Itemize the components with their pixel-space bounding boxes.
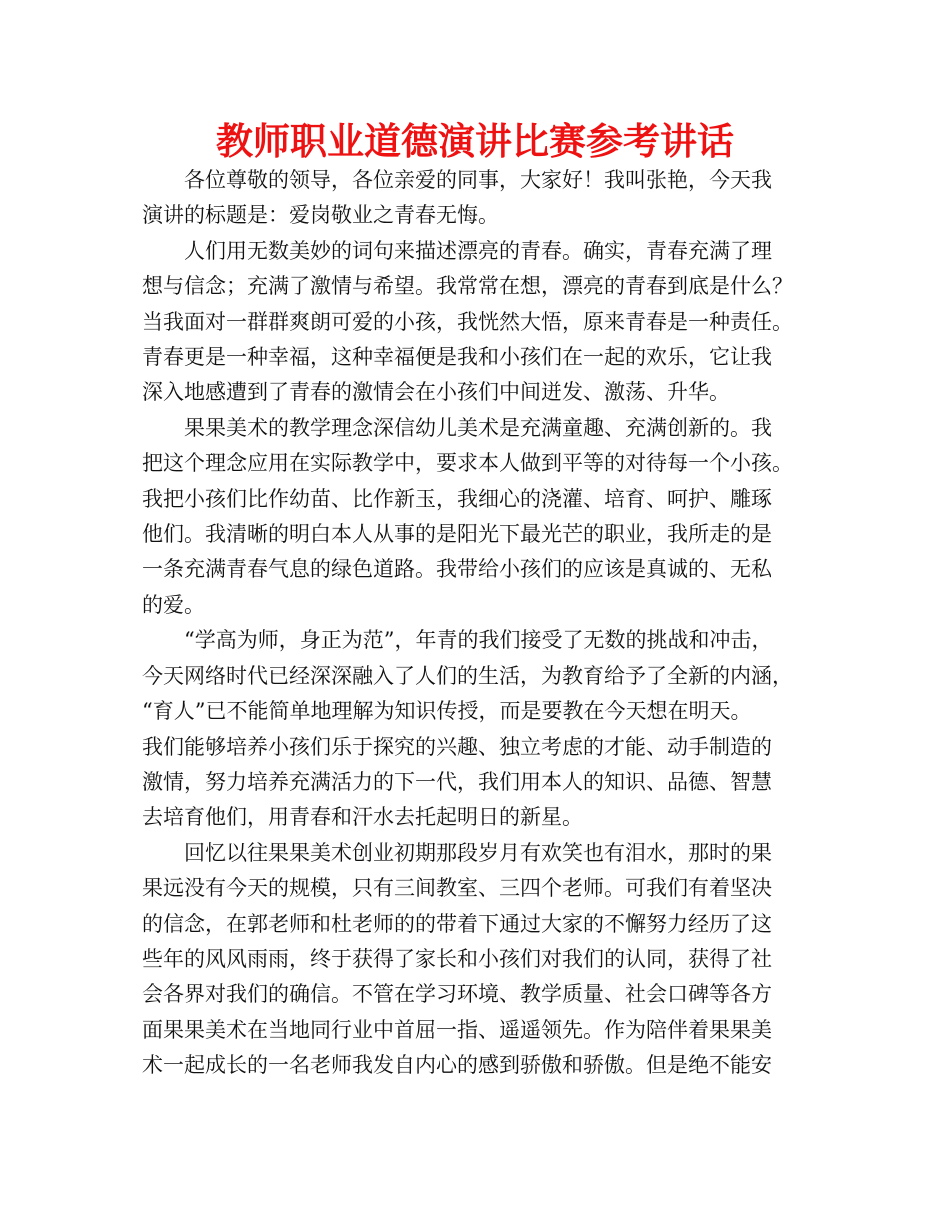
text-line: 他们。我清晰的明白本人从事的是阳光下最光芒的职业，我所走的是 bbox=[142, 522, 772, 547]
text-line: 我们能够培养小孩们乐于探究的兴趣、独立考虑的才能、动手制造的 bbox=[142, 734, 772, 759]
paragraph-youth bbox=[142, 234, 828, 411]
text-line: 些年的风风雨雨，终于获得了家长和小孩们对我们的认同，获得了社 bbox=[142, 946, 772, 971]
text-line: 一条充满青春气息的绿色道路。我带给小孩们的应该是真诚的、无私 bbox=[142, 557, 772, 582]
text-line: 想与信念；充满了激情与希望。我常常在想，漂亮的青春到底是什么？ bbox=[142, 274, 793, 299]
text-line: 今天网络时代已经深深融入了人们的生活，为教育给予了全新的内涵， bbox=[142, 663, 793, 688]
text-line: 回忆以往果果美术创业初期那段岁月有欢笑也有泪水，那时的果 bbox=[184, 840, 772, 865]
text-line: 当我面对一群群爽朗可爱的小孩，我恍然大悟，原来青春是一种责任。 bbox=[142, 309, 793, 334]
text-line: 演讲的标题是：爱岗敬业之青春无悔。 bbox=[142, 203, 499, 228]
paragraph-history bbox=[142, 836, 828, 1084]
document-body bbox=[142, 163, 828, 1084]
text-line: 果果美术的教学理念深信幼儿美术是充满童趣、充满创新的。我 bbox=[184, 415, 772, 440]
text-line: 会各界对我们的确信。不管在学习环境、教学质量、社会口碑等各方 bbox=[142, 982, 772, 1007]
text-line: 青春更是一种幸福，这种幸福便是我和小孩们在一起的欢乐，它让我 bbox=[142, 345, 772, 370]
document-title: 教师职业道德演讲比赛参考讲话 bbox=[216, 120, 734, 163]
text-line: 的信念，在郭老师和杜老师的的带着下通过大家的不懈努力经历了这 bbox=[142, 911, 772, 936]
paragraph-teaching-philosophy bbox=[142, 411, 828, 623]
text-line: 把这个理念应用在实际教学中，要求本人做到平等的对待每一个小孩。 bbox=[142, 451, 793, 476]
text-line: 去培育他们，用青春和汗水去托起明日的新星。 bbox=[142, 805, 583, 830]
text-line: 果远没有今天的规模，只有三间教室、三四个老师。可我们有着坚决 bbox=[142, 876, 772, 901]
paragraph-education bbox=[142, 623, 828, 835]
text-line: 激情，努力培养充满活力的下一代，我们用本人的知识、品德、智慧 bbox=[142, 769, 772, 794]
text-line: 我把小孩们比作幼苗、比作新玉，我细心的浇灌、培育、呵护、雕琢 bbox=[142, 486, 772, 511]
text-line: 深入地感遭到了青春的激情会在小孩们中间迸发、激荡、升华。 bbox=[142, 380, 730, 405]
text-line: 人们用无数美妙的词句来描述漂亮的青春。确实，青春充满了理 bbox=[184, 238, 772, 263]
text-line: 面果果美术在当地同行业中首屈一指、遥遥领先。作为陪伴着果果美 bbox=[142, 1017, 772, 1042]
paragraph-greeting bbox=[142, 163, 828, 234]
text-line: 术一起成长的一名老师我发自内心的感到骄傲和骄傲。但是绝不能安 bbox=[142, 1053, 772, 1078]
text-line: 各位尊敬的领导，各位亲爱的同事，大家好！我叫张艳，今天我 bbox=[184, 168, 772, 192]
text-line: “育人”已不能简单地理解为知识传授，而是要教在今天想在明天。 bbox=[142, 699, 752, 724]
text-line: “学高为师，身正为范”，年青的我们接受了无数的挑战和冲击， bbox=[184, 628, 773, 653]
text-line: 的爱。 bbox=[142, 592, 205, 617]
